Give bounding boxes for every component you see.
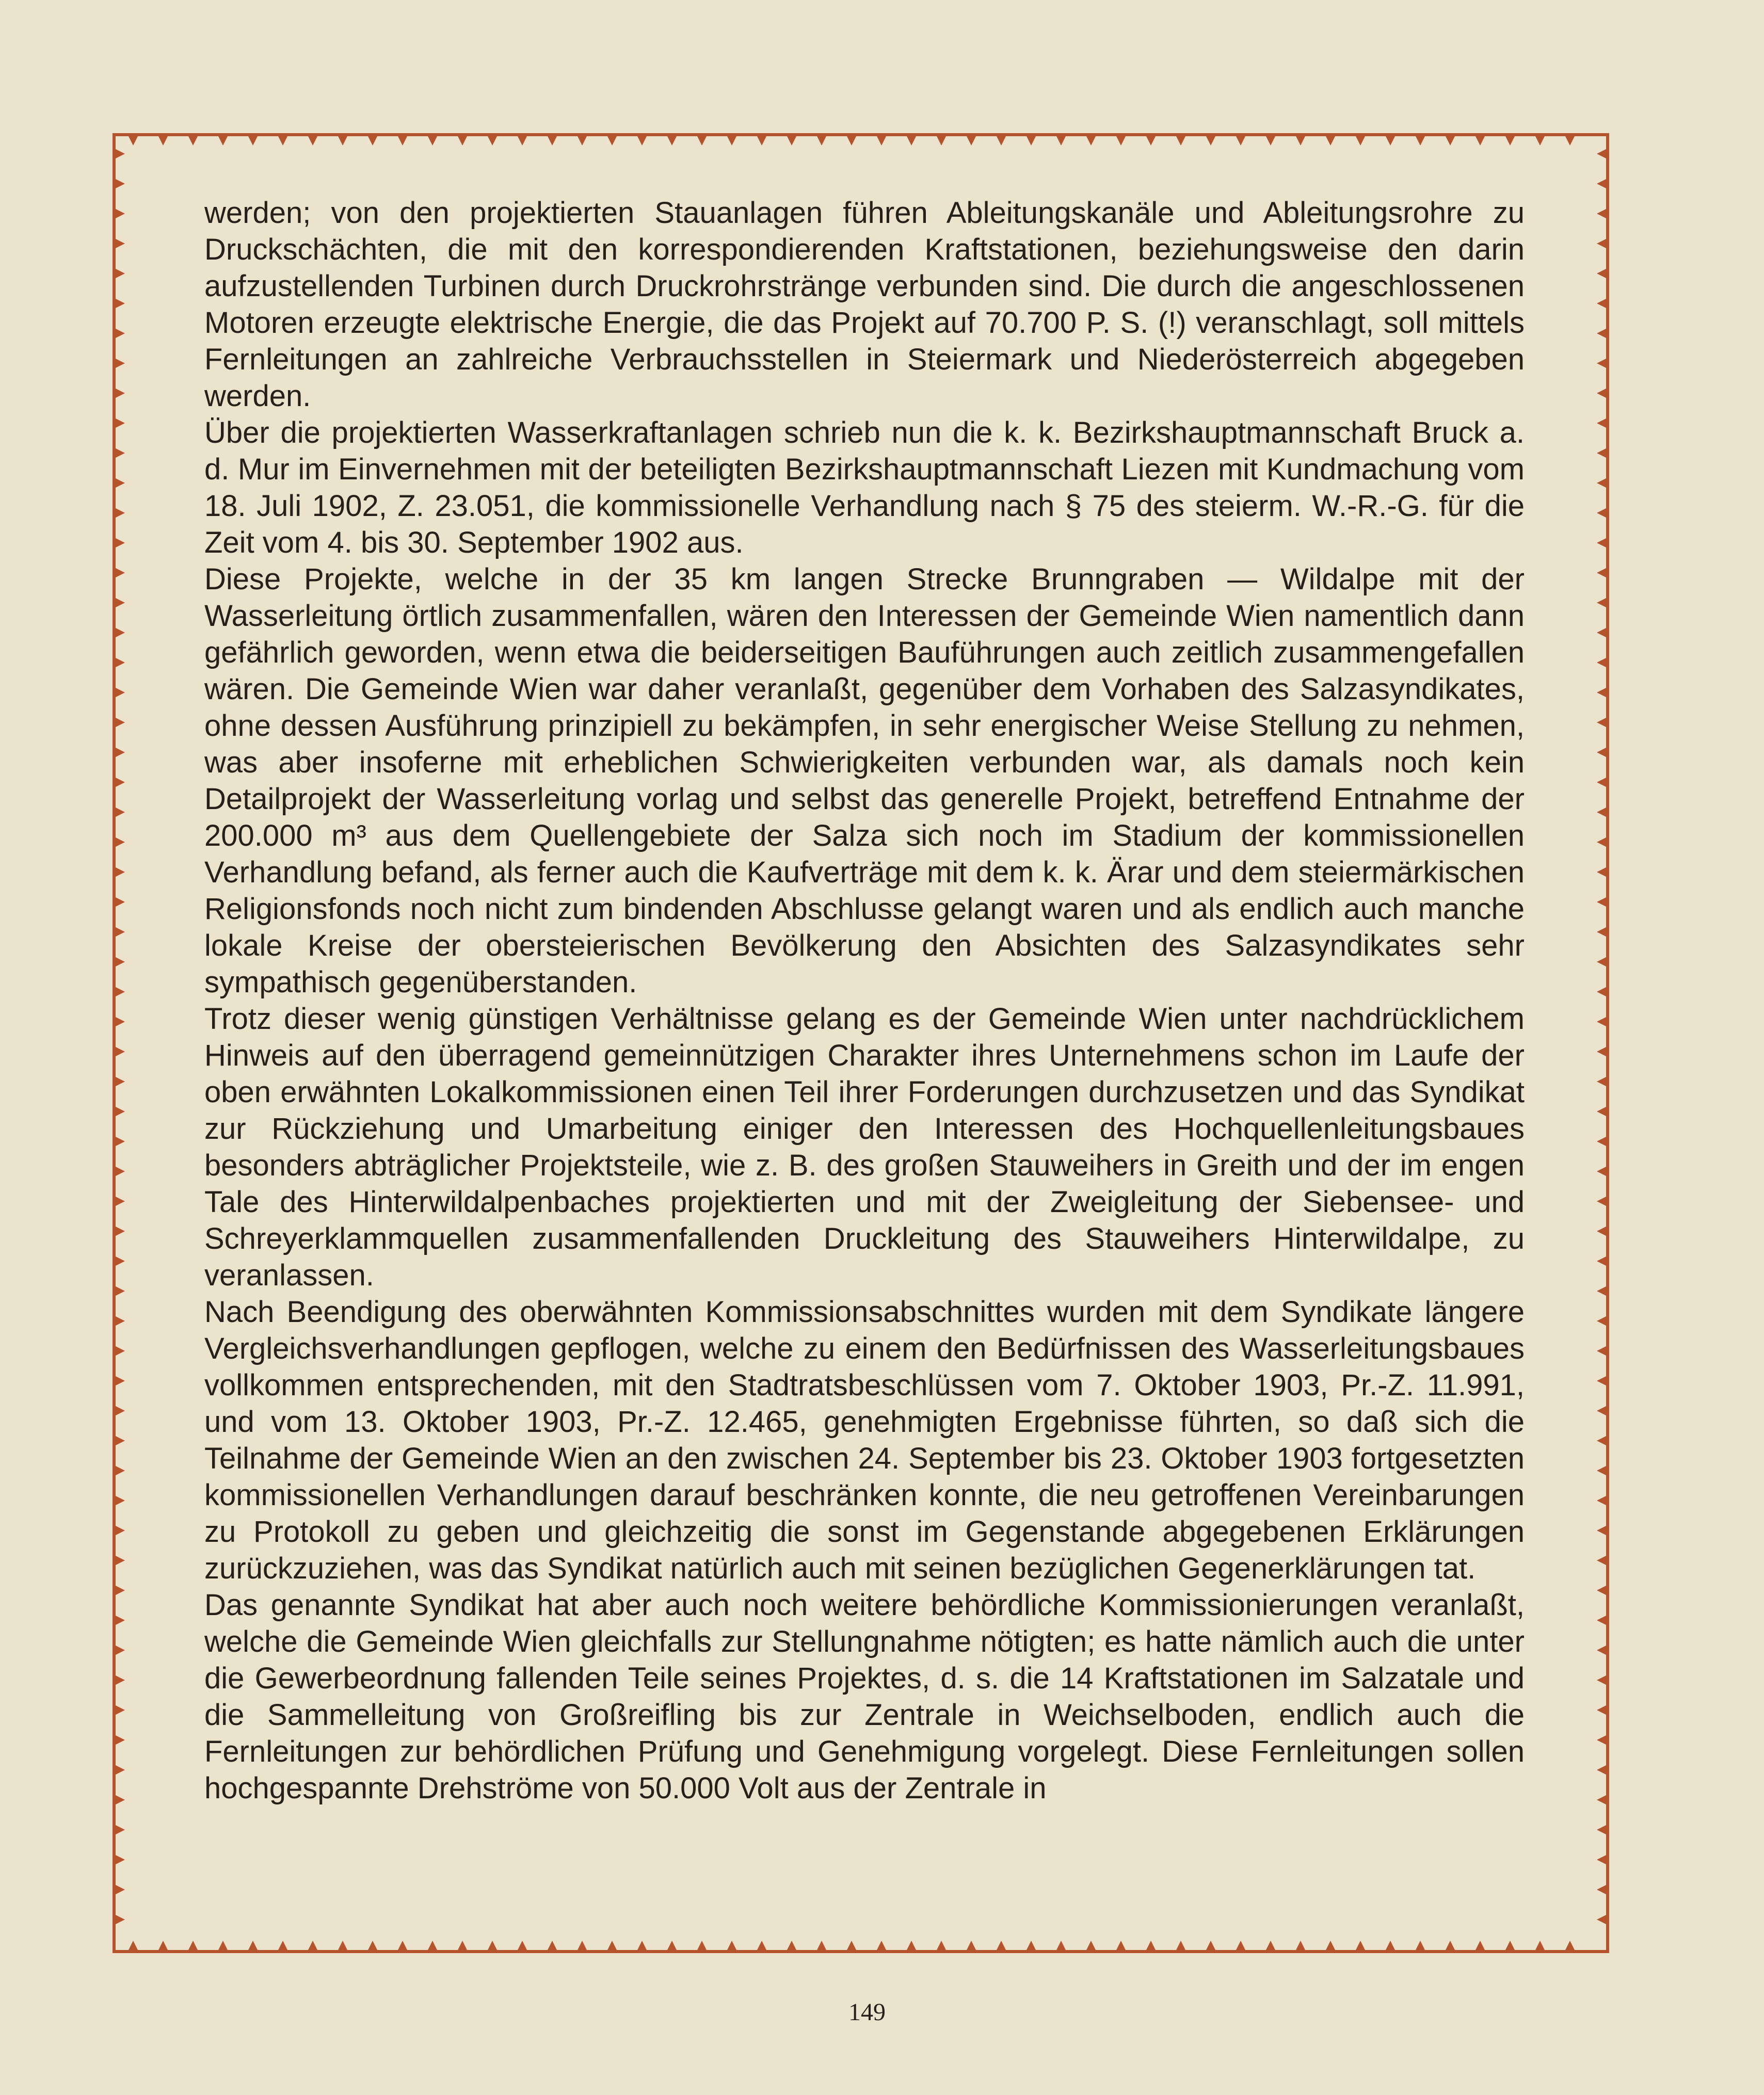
page-number: 149 (848, 1999, 886, 2026)
paragraph: werden; von den projektierten Stauanlagen führen Ableitungskanäle und Ableitungsrohre zu Druckschächten, die mit den korrespondierenden Kraftstationen, beziehungsweise den darin aufzustellenden Turbinen durch Druckrohrstränge verbunden sind. Die durch die angeschlossenen Motoren erzeugte elektrische Energie, die das Projekt auf 70.700 P. S. (!) veranschlagt, soll mittels Fernleitungen an zahlreiche Verbrauchsstellen in Steiermark und Niederösterreich abgegeben werden. (204, 196, 1525, 413)
paragraph: Diese Projekte, welche in der 35 km langen Strecke Brunngraben — Wildalpe mit der Wasserleitung örtlich zusammenfallen, wären den Interessen der Gemeinde Wien namentlich dann gefährlich geworden, wenn etwa die beiderseitigen Bauführungen auch zeitlich zusammengefallen wären. Die Gemeinde Wien war daher veranlaßt, gegenüber dem Vorhaben des Salzasyndikates, ohne dessen Ausführung prinzipiell zu bekämpfen, in sehr energischer Weise Stellung zu nehmen, was aber insoferne mit erheblichen Schwierigkeiten verbunden war, als damals noch kein Detailprojekt der Wasserleitung vorlag und selbst das generelle Projekt, betreffend Entnahme der 200.000 m³ aus dem Quellengebiete der Salza sich noch im Stadium der kommissionellen Verhandlung befand, als ferner auch die Kaufverträge mit dem k. k. Ärar und dem steiermärkischen Religionsfonds noch nicht zum bindenden Abschlusse gelangt waren und als endlich auch manche lokale Kreise der obersteierischen Bevölkerung den Absichten des Salzasyndikates sehr sympathisch gegenüberstanden. (204, 562, 1525, 999)
paragraph: Über die projektierten Wasserkraftanlagen schrieb nun die k. k. Bezirkshauptmannschaft Bruck a. d. Mur im Einvernehmen mit der beteiligten Bezirkshauptmannschaft Liezen mit Kundmachung vom 18. Juli 1902, Z. 23.051, die kommissionelle Verhandlung nach § 75 des steierm. W.-R.-G. für die Zeit vom 4. bis 30. September 1902 aus. (204, 416, 1525, 559)
body-text (204, 195, 1525, 1807)
paragraph: Das genannte Syndikat hat aber auch noch weitere behördliche Kommissionierungen veranlaßt, welche die Gemeinde Wien gleichfalls zur Stellungnahme nötigten; es hatte nämlich auch die unter die Gewerbeordnung fallenden Teile seines Projektes, d. s. die 14 Kraftstationen im Salzatale und die Sammelleitung von Großreifling bis zur Zentrale in Weichselboden, endlich auch die Fernleitungen zur behördlichen Prüfung und Genehmigung vorgelegt. Diese Fernleitungen sollen hochgespannte Drehströme von 50.000 Volt aus der Zentrale in (204, 1588, 1525, 1805)
decorative-border-frame (113, 133, 1609, 1953)
paragraph: Nach Beendigung des oberwähnten Kommissionsabschnittes wurden mit dem Syndikate längere Vergleichsverhandlungen gepflogen, welche zu einem den Bedürfnissen des Wasserleitungsbaues vollkommen entsprechenden, mit den Stadtratsbeschlüssen vom 7. Oktober 1903, Pr.-Z. 11.991, und vom 13. Oktober 1903, Pr.-Z. 12.465, genehmigten Ergebnisse führten, so daß sich die Teilnahme der Gemeinde Wien an den zwischen 24. September bis 23. Oktober 1903 fortgesetzten kommissionellen Verhandlungen darauf beschränken konnte, die neu getroffenen Vereinbarungen zu Protokoll zu geben und gleichzeitig die sonst im Gegenstande abgegebenen Erklärungen zurückzuziehen, was das Syndikat natürlich auch mit seinen bezüglichen Gegenerklärungen tat. (204, 1295, 1525, 1585)
paragraph: Trotz dieser wenig günstigen Verhältnisse gelang es der Gemeinde Wien unter nachdrücklichem Hinweis auf den überragend gemeinnützigen Charakter ihres Unternehmens schon im Laufe der oben erwähnten Lokalkommissionen einen Teil ihrer Forderungen durchzusetzen und das Syndikat zur Rückziehung und Umarbeitung einiger den Interessen des Hochquellenleitungsbaues besonders abträglicher Projektsteile, wie z. B. des großen Stauweihers in Greith und der im engen Tale des Hinterwildalpenbaches projektierten und mit der Zweigleitung der Siebensee- und Schreyerklammquellen zusammenfallenden Druckleitung des Stauweihers Hinterwildalpe, zu veranlassen. (204, 1002, 1525, 1292)
